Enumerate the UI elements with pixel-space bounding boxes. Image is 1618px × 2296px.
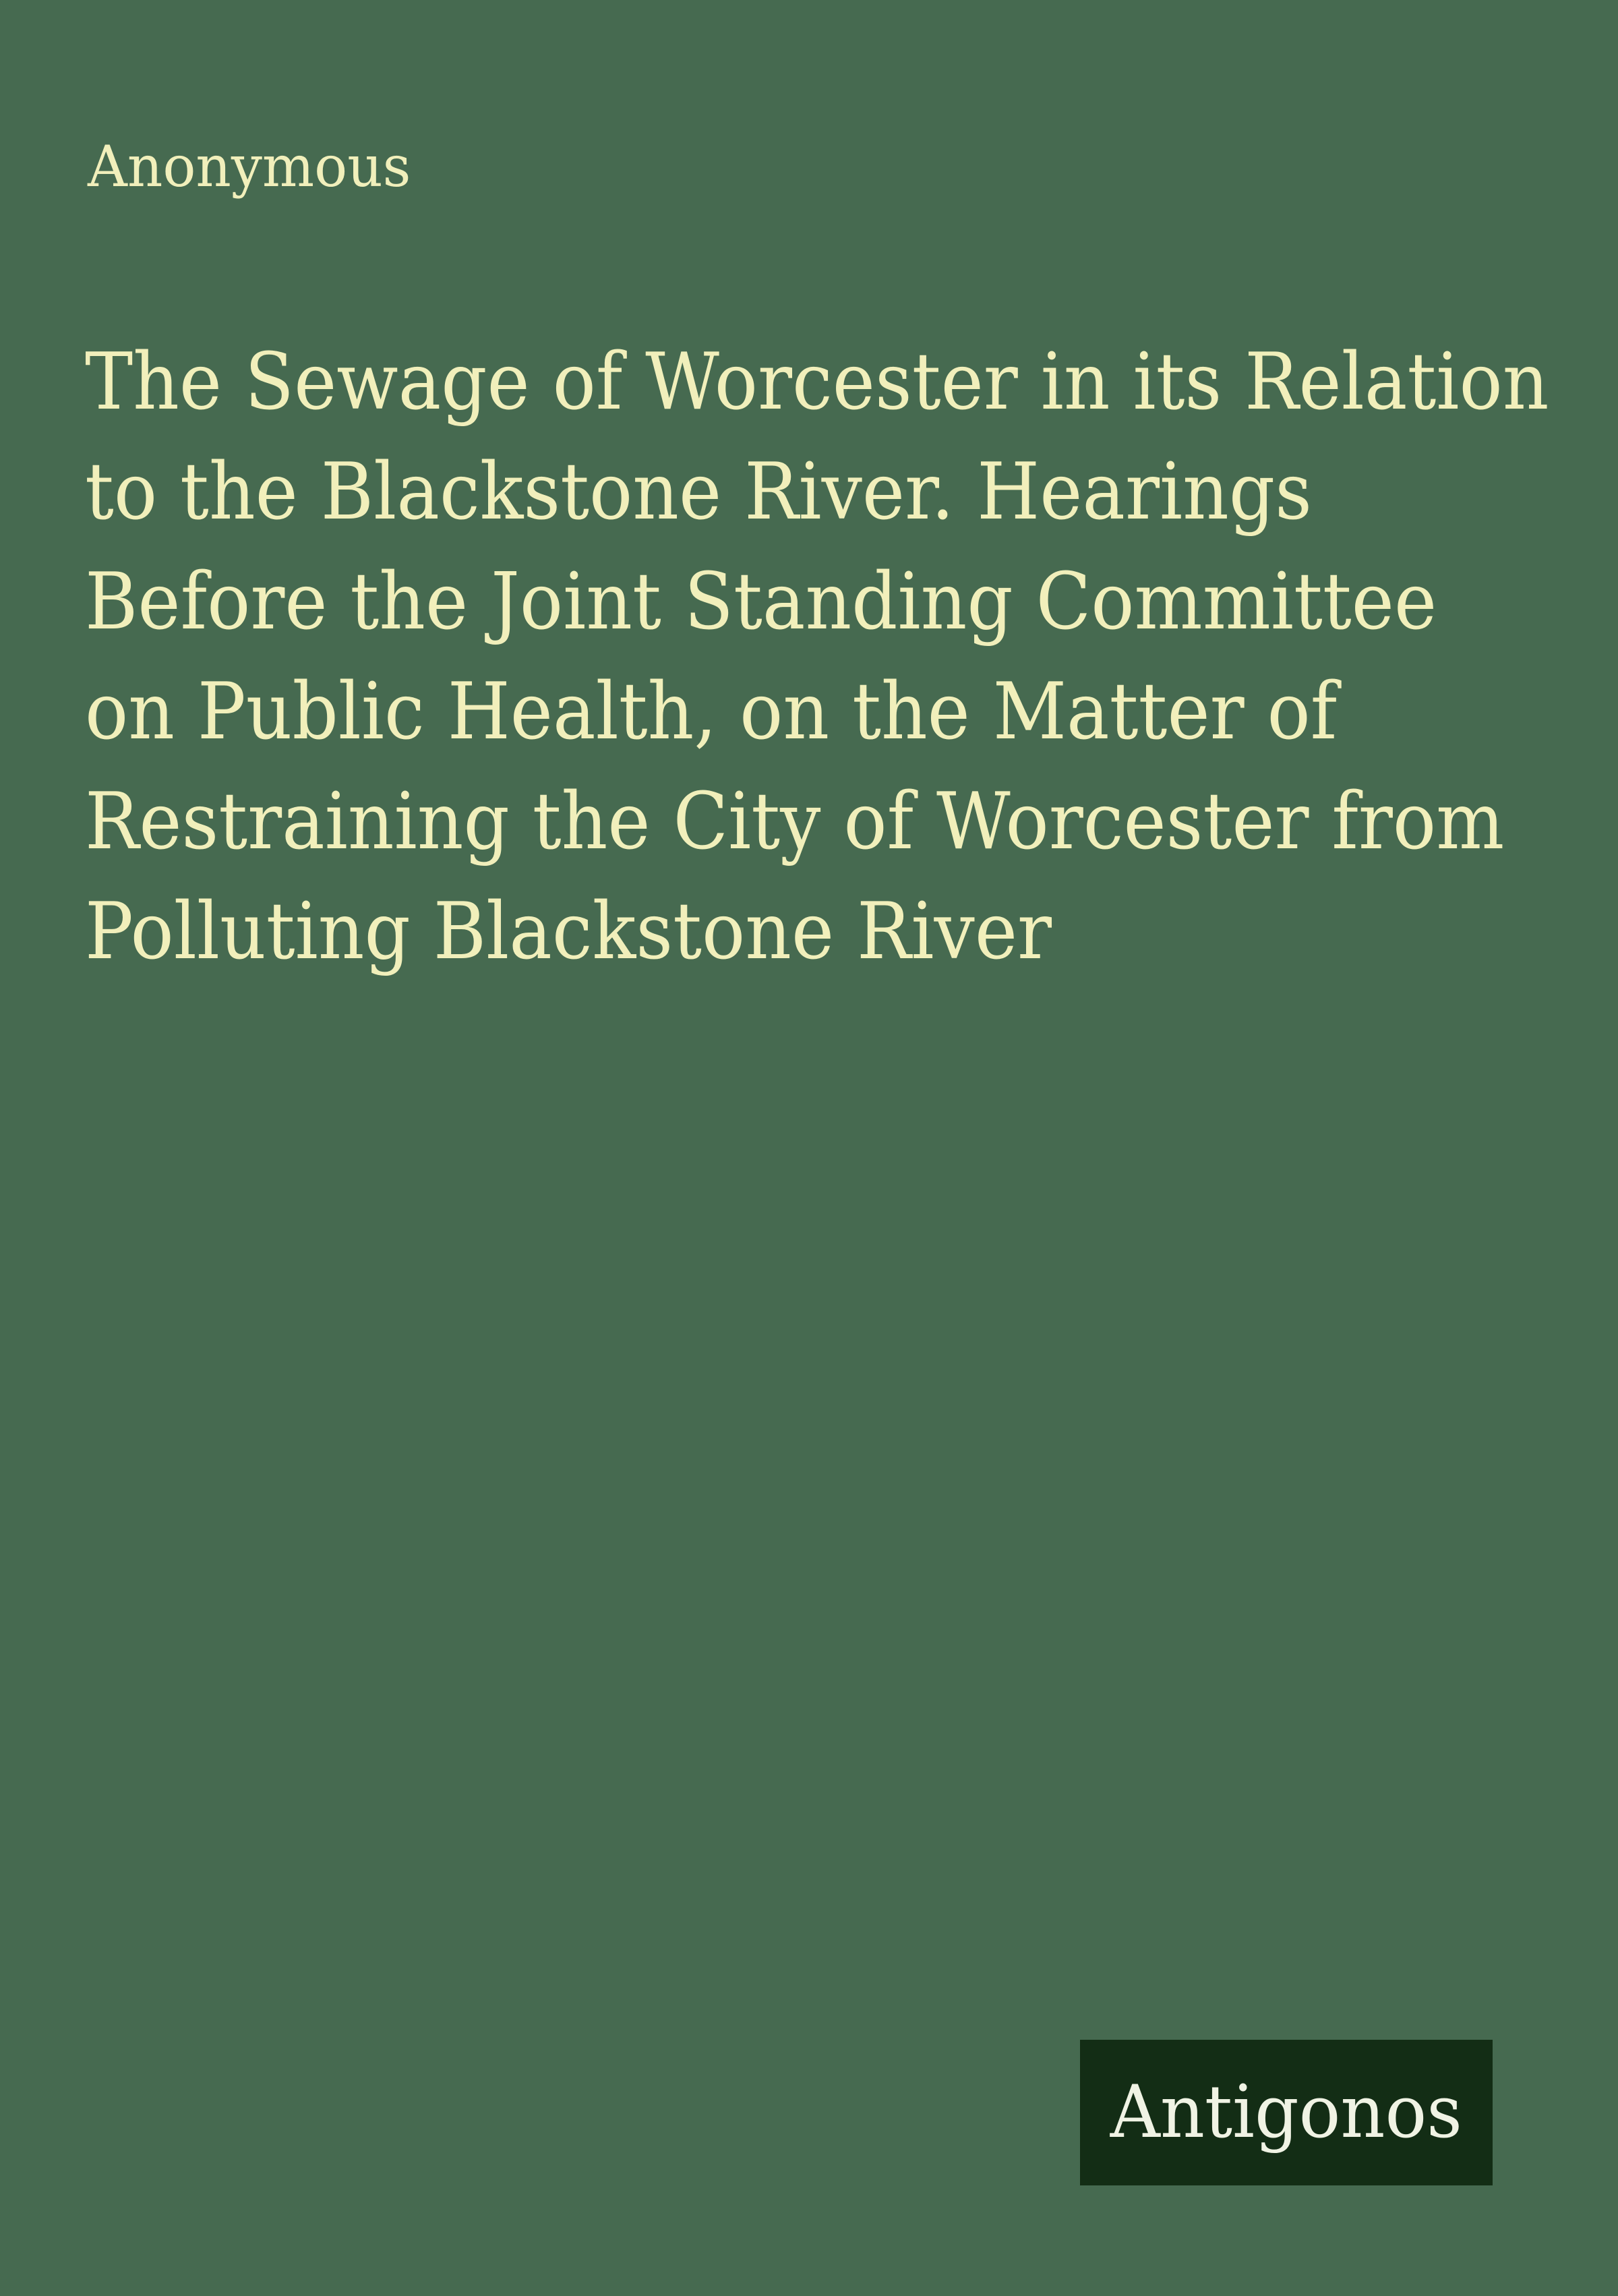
publisher-logo-box [1080,2040,1493,2185]
title-line: Polluting Blackstone River [85,886,1052,977]
title-line: Before the Joint Standing Committee [85,556,1437,647]
title-line: to the Blackstone River. Hearings [85,446,1312,537]
author-name: Anonymous [88,134,411,200]
title-line: The Sewage of Worcester in its Relation [85,336,1549,428]
title-line: on Public Health, on the Matter of [85,666,1338,757]
book-title [85,327,1549,987]
publisher-name: Antigonos [1110,2070,1463,2154]
title-line: Restraining the City of Worcester from [85,776,1505,867]
